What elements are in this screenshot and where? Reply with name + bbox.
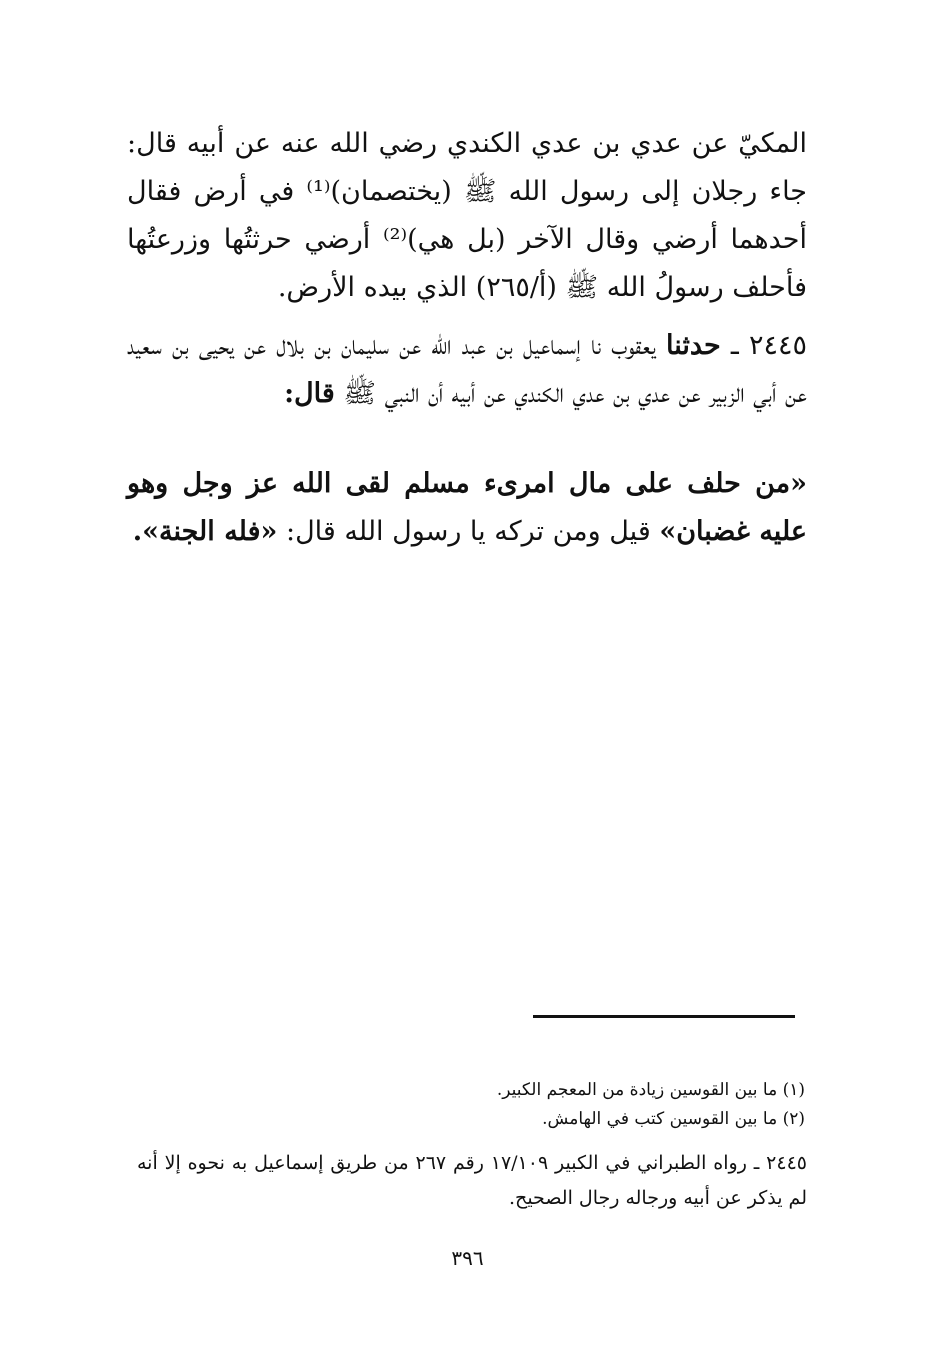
body-paragraph-3 — [127, 460, 807, 556]
footnote-2: (٢) ما بين القوسين كتب في الهامش. — [542, 1109, 805, 1129]
hadith-number: ٢٤٤٥ ـ — [730, 330, 807, 361]
hadith-question: قيل ومن تركه يا رسول الله قال: — [277, 516, 660, 547]
hadith-answer: «فله الجنة». — [132, 516, 278, 547]
body-paragraph-2 — [127, 322, 807, 418]
narration-lead: حدثنا — [665, 330, 721, 361]
hadith-text: «من حلف على مال امرىء مسلم لقى الله عز وجل وهو عليه غضبان» — [127, 468, 807, 547]
body-paragraph-1: المكيّ عن عدي بن عدي الكندي رضي الله عنه عن أبيه قال: جاء رجلان إلى رسول الله ﷺ (يختصمان)⁽¹⁾ في أرض فقال أحدهما أرضي وقال الآخر (بل هي)⁽²⁾ أرضي حرثتُها وزرعتُها فأحلف رسولُ الله ﷺ (أ/٢٦٥) الذي بيده الأرض. — [127, 128, 807, 303]
footnote-1: (١) ما بين القوسين زيادة من المعجم الكبير. — [496, 1080, 805, 1100]
qal-word: قال: — [284, 378, 335, 409]
footnote-divider — [533, 1015, 795, 1018]
isnad-text: يعقوب نا إسماعيل بن عبد الله عن سليمان بن بلال عن يحيى بن سعيد عن أبي الزبير عن عدي بن عدي الكندي عن أبيه أن النبي ﷺ — [127, 330, 807, 409]
page-number: ٣٩٦ — [451, 1246, 484, 1270]
source-note: ٢٤٤٥ ـ رواه الطبراني في الكبير ١٧/١٠٩ رقم ٢٦٧ من طريق إسماعيل به نحوه إلا أنه لم يذكر عن أبيه ورجاله رجال الصحيح. — [137, 1152, 807, 1209]
